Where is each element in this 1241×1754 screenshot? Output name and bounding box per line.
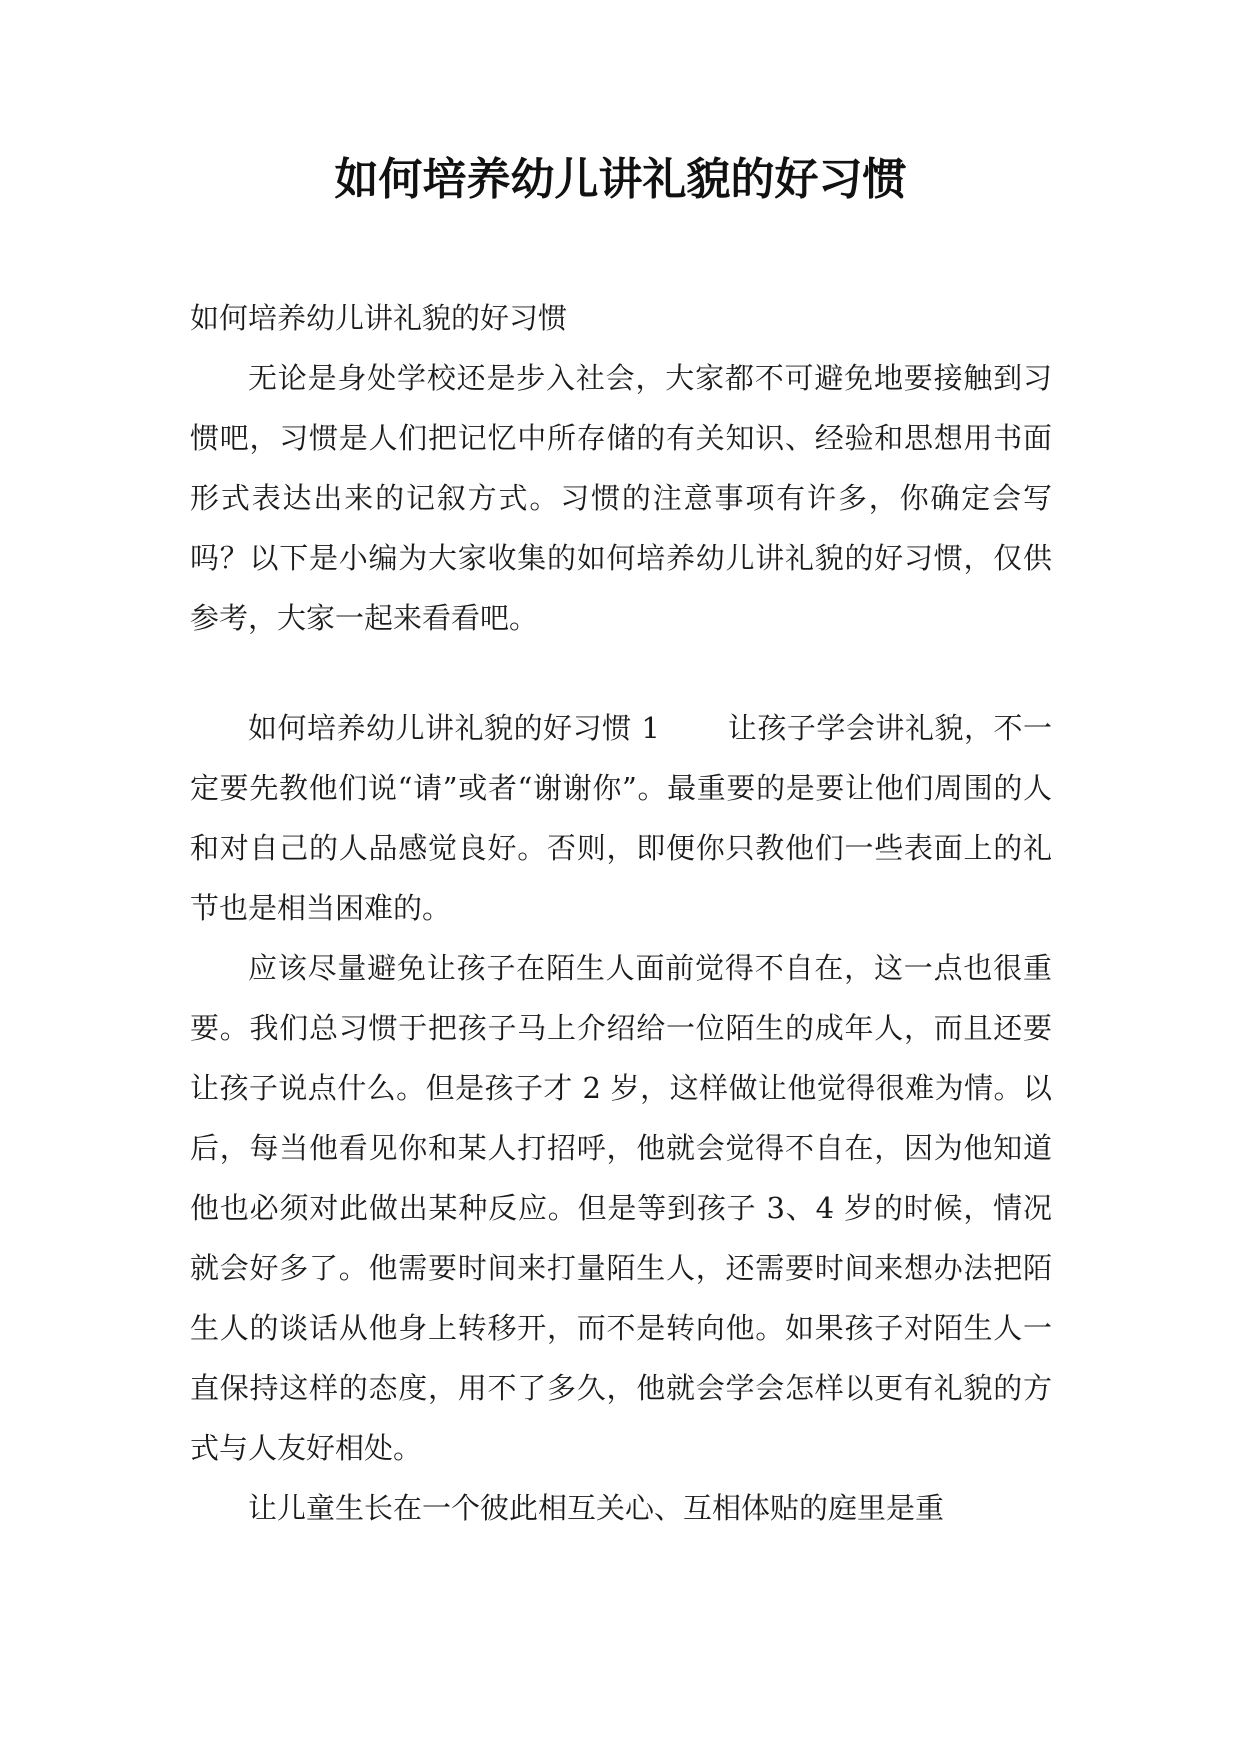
document-subtitle: 如何培养幼儿讲礼貌的好习惯 — [190, 301, 568, 335]
document-body — [190, 288, 1052, 1538]
intro-paragraph: 无论是身处学校还是步入社会，大家都不可避免地要接触到习惯吧，习惯是人们把记忆中所存储的有关知识、经验和思想用书面形式表达出来的记叙方式。习惯的注意事项有许多，你确定会写吗？以下是小编为大家收集的如何培养幼儿讲礼貌的好习惯，仅供参考，大家一起来看看吧。 — [190, 361, 1052, 635]
section-1-text: 让孩子学会讲礼貌，不一定要先教他们说“请”或者“谢谢你”。最重要的是要让他们周围的人和对自己的人品感觉良好。否则，即便你只教他们一些表面上的礼节也是相当困难的。 — [190, 711, 1052, 925]
paragraph-3: 让儿童生长在一个彼此相互关心、互相体贴的庭里是重 — [248, 1491, 945, 1525]
paragraph-2: 应该尽量避免让孩子在陌生人面前觉得不自在，这一点也很重要。我们总习惯于把孩子马上介绍给一位陌生的成年人，而且还要让孩子说点什么。但是孩子才 2 岁，这样做让他觉得很难为情。以后，每当他看见你和某人打招呼，他就会觉得不自在，因为他知道他也必须对此做出某种反应。但是等到孩子 3、4 岁的时候，情况就会好多了。他需要时间来打量陌生人，还需要时间来想办法把陌生人的谈话从他身上转移开，而不是转向他。如果孩子对陌生人一直保持这样的态度，用不了多久，他就会学会怎样以更有礼貌的方式与人友好相处。 — [190, 951, 1052, 1465]
section-1-paragraph — [190, 698, 1052, 938]
heading-spacer — [660, 711, 728, 745]
section-1-heading: 如何培养幼儿讲礼貌的好习惯 1 — [248, 711, 660, 745]
document-title: 如何培养幼儿讲礼貌的好习惯 — [334, 154, 907, 205]
paragraph-gap — [190, 648, 1052, 698]
